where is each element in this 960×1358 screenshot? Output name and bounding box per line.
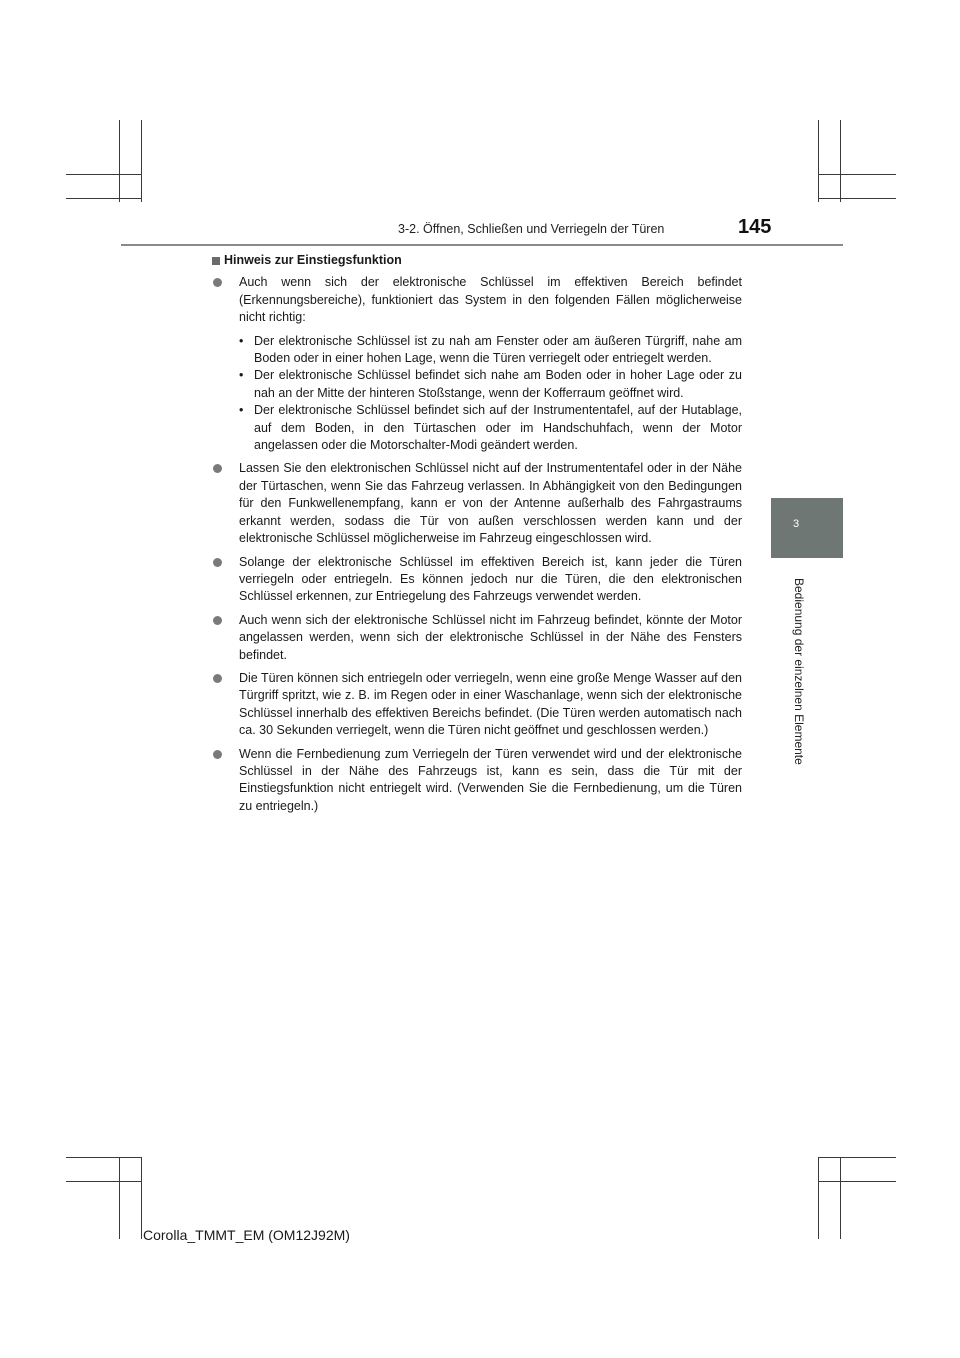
circle-bullet-icon	[213, 558, 222, 567]
crop-mark	[818, 1181, 896, 1182]
chapter-tab	[771, 498, 843, 558]
crop-mark	[119, 1157, 120, 1239]
sub-list	[239, 333, 742, 455]
crop-mark	[840, 1157, 841, 1239]
sub-list-item-text: Der elektronische Schlüssel ist zu nah am Fenster oder am äußeren Türgriff, nahe am Boden oder in einer hohen Lage, wenn die Türen verriegelt oder entriegelt werden.	[254, 333, 742, 366]
crop-mark	[141, 1157, 142, 1239]
list-item	[212, 460, 742, 547]
list-item	[212, 670, 742, 740]
list-item-text: Auch wenn sich der elektronische Schlüssel nicht im Fahrzeug befindet, könnte der Motor angelassen werden, wenn sich der elektronische Schlüssel in der Nähe des Fensters befindet.	[239, 612, 742, 662]
circle-bullet-icon	[213, 464, 222, 473]
sub-list-item	[239, 402, 742, 454]
square-bullet-icon	[212, 257, 220, 265]
page-number: 145	[738, 216, 772, 238]
page-header-title: 3-2. Öffnen, Schließen und Verriegeln der Türen	[398, 222, 665, 236]
crop-mark	[818, 174, 896, 175]
dot-bullet-icon: •	[239, 333, 244, 348]
crop-mark	[818, 198, 896, 199]
crop-mark	[818, 1157, 896, 1158]
list-item	[212, 274, 742, 454]
crop-mark	[818, 1157, 819, 1239]
crop-mark	[66, 198, 142, 199]
circle-bullet-icon	[213, 278, 222, 287]
circle-bullet-icon	[213, 750, 222, 759]
chapter-side-label: Bedienung der einzelnen Elemente	[792, 578, 806, 765]
chapter-tab-number: 3	[792, 518, 800, 530]
dot-bullet-icon: •	[239, 403, 244, 418]
sub-list-item	[239, 367, 742, 402]
sub-list-item	[239, 333, 742, 368]
sub-list-item-text: Der elektronische Schlüssel befindet sich auf der Instrumententafel, auf der Hutablage, auf dem Boden, in den Türtaschen oder im Handschuhfach, wenn der Motor angelassen oder die Motorschalter-Modi geändert werden.	[254, 403, 742, 453]
crop-mark	[66, 1181, 142, 1182]
list-item	[212, 554, 742, 606]
dot-bullet-icon: •	[239, 368, 244, 383]
list-item-text: Die Türen können sich entriegeln oder verriegeln, wenn eine große Menge Wasser auf den Türgriff spritzt, wie z. B. im Regen oder in einer Waschanlage, wenn sich der elektronische Schlüssel innerhalb des effektiven Bereichs befindet. (Die Türen werden automatisch nach ca. 30 Sekunden verriegelt, wenn die Türen nicht geöffnet und geschlossen werden.)	[239, 670, 742, 738]
list-item-text: Solange der elektronische Schlüssel im effektiven Bereich ist, kann jeder die Türen verriegeln oder entriegeln. Es können jedoch nur die Türen, die den elektronischen Schlüssel erkennen, zur Entriegelung des Fahrzeugs verwendet werden.	[239, 554, 742, 604]
crop-mark	[141, 120, 142, 202]
crop-mark	[119, 120, 120, 202]
list-item-text: Wenn die Fernbedienung zum Verriegeln der Türen verwendet wird und der elektronische Schlüssel in der Nähe des Fahrzeugs ist, kann es sein, dass die Tür mit der Einstiegsfunktion nicht entriegelt wird. (Verwenden Sie die Fernbedienung, um die Türen zu entriegeln.)	[239, 746, 742, 813]
crop-mark	[840, 120, 841, 202]
list-item	[212, 746, 742, 816]
section-heading-text: Hinweis zur Einstiegsfunktion	[224, 253, 402, 267]
crop-mark	[66, 1157, 142, 1158]
header-divider	[121, 244, 843, 246]
section-heading	[212, 252, 742, 269]
crop-mark	[818, 120, 819, 202]
circle-bullet-icon	[213, 674, 222, 683]
document-code: Corolla_TMMT_EM (OM12J92M)	[143, 1227, 350, 1243]
list-item-text: Lassen Sie den elektronischen Schlüssel nicht auf der Instrumententafel oder in der Nähe der Türtaschen, wenn Sie das Fahrzeug verlassen. In Abhängigkeit von den Bedingungen für den Funkwellenempfang, kann er von der Antenne außerhalb des Fahrgastraums erkannt werden, sodass die Tür von außen verschlossen werden kann und der elektronische Schlüssel möglicherweise im Fahrzeug eingeschlossen wird.	[239, 461, 742, 546]
list-item-text: Auch wenn sich der elektronische Schlüssel im effektiven Bereich befindet (Erkennungsbereiche), funktioniert das System in den folgenden Fällen möglicherweise nicht richtig:	[239, 275, 742, 325]
list-item	[212, 612, 742, 664]
sub-list-item-text: Der elektronische Schlüssel befindet sich nahe am Boden oder in hoher Lage oder zu nah an der Mitte der hinteren Stoßstange, wenn der Kofferraum geöffnet wird.	[254, 368, 742, 400]
circle-bullet-icon	[213, 616, 222, 625]
crop-mark	[66, 174, 142, 175]
main-content	[212, 252, 742, 821]
